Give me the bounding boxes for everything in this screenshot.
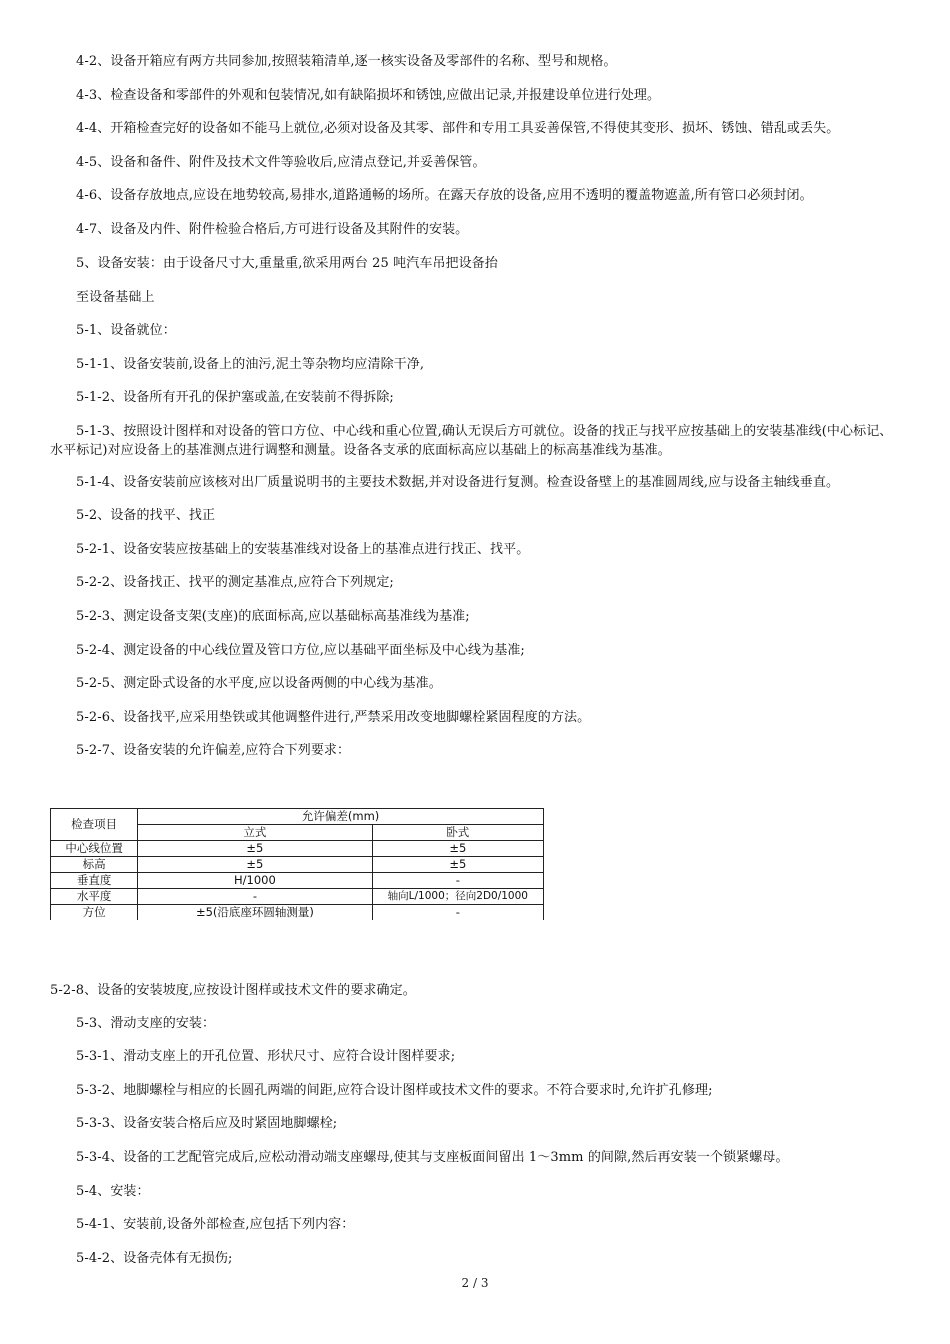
table-header-item: 检查项目 (51, 809, 138, 841)
paragraph-5-2-2: 5-2-2、设备找正、找平的测定基准点,应符合下列规定; (76, 575, 394, 590)
paragraph-4-2: 4-2、设备开箱应有两方共同参加,按照装箱清单,逐一核实设备及零部件的名称、型号和规格。 (76, 54, 617, 69)
paragraph-5-2-1: 5-2-1、设备安装应按基础上的安装基准线对设备上的基准点进行找正、找平。 (76, 542, 530, 557)
tolerance-table (50, 808, 544, 920)
paragraph-5-2-5: 5-2-5、测定卧式设备的水平度,应以设备两侧的中心线为基准。 (76, 676, 442, 691)
table-cell-item: 水平度 (51, 889, 138, 905)
paragraph-5-1: 5-1、设备就位： (76, 323, 176, 338)
table-cell-horizontal: 轴向L/1000；径向2D0/1000 (372, 889, 543, 905)
paragraph-4-5: 4-5、设备和备件、附件及技术文件等验收后,应清点登记,并妥善保管。 (76, 155, 486, 170)
paragraph-4-3: 4-3、检查设备和零部件的外观和包装情况,如有缺陷损坏和锈蚀,应做出记录,并报建设单位进行处理。 (76, 88, 661, 103)
paragraph-5-4: 5-4、安装： (76, 1184, 150, 1199)
paragraph-5-2-3: 5-2-3、测定设备支架(支座)的底面标高,应以基础标高基准线为基准; (76, 609, 470, 624)
table-row (51, 841, 544, 857)
paragraph-4-6: 4-6、设备存放地点,应设在地势较高,易排水,道路通畅的场所。在露天存放的设备,应用不透明的覆盖物遮盖,所有管口必须封闭。 (76, 188, 813, 203)
paragraph-5-1-2: 5-1-2、设备所有开孔的保护塞或盖,在安装前不得拆除; (76, 390, 394, 405)
table-header-horizontal: 卧式 (372, 825, 543, 841)
paragraph-4-7: 4-7、设备及内件、附件检验合格后,方可进行设备及其附件的安装。 (76, 222, 469, 237)
table-cell-item: 标高 (51, 857, 138, 873)
table-cell-vertical: ±5 (138, 857, 372, 873)
table-header-group: 允许偏差(mm) (138, 809, 544, 825)
table-row (51, 889, 544, 905)
table-header-vertical: 立式 (138, 825, 372, 841)
table-row (51, 873, 544, 889)
table-cell-vertical: - (138, 889, 372, 905)
paragraph-5-3-2: 5-3-2、地脚螺栓与相应的长圆孔两端的间距,应符合设计图样或技术文件的要求。不符合要求时,允许扩孔修理; (76, 1083, 713, 1098)
table-cell-vertical: ±5 (138, 841, 372, 857)
table-cell-vertical: ±5(沿底座环圆轴测量) (138, 905, 372, 921)
table-cell-vertical: H/1000 (138, 873, 372, 889)
paragraph-4-4: 4-4、开箱检查完好的设备如不能马上就位,必须对设备及其零、部件和专用工具妥善保管,不得使其变形、损坏、锈蚀、错乱或丢失。 (76, 121, 840, 136)
paragraph-5-4-1: 5-4-1、安装前,设备外部检查,应包括下列内容： (76, 1217, 355, 1232)
table-cell-item: 垂直度 (51, 873, 138, 889)
table-cell-horizontal: - (372, 873, 543, 889)
table-header-row (51, 809, 544, 825)
paragraph-5-2: 5-2、设备的找平、找正 (76, 508, 216, 523)
table-cell-horizontal: ±5 (372, 857, 543, 873)
page-number: 2 / 3 (461, 1276, 489, 1290)
paragraph-5-3: 5-3、滑动支座的安装： (76, 1016, 216, 1031)
paragraph-5-3-3: 5-3-3、设备安装合格后应及时紧固地脚螺栓; (76, 1116, 338, 1131)
paragraph-5-2-4: 5-2-4、测定设备的中心线位置及管口方位,应以基础平面坐标及中心线为基准; (76, 643, 525, 658)
table-cell-item: 方位 (51, 905, 138, 921)
paragraph-5-3-1: 5-3-1、滑动支座上的开孔位置、形状尺寸、应符合设计图样要求; (76, 1049, 456, 1064)
paragraph-5-1-1: 5-1-1、设备安装前,设备上的油污,泥土等杂物均应清除干净, (76, 357, 425, 372)
paragraph-5-2-7: 5-2-7、设备安装的允许偏差,应符合下列要求： (76, 743, 351, 758)
table-row (51, 857, 544, 873)
paragraph-5: 5、设备安装：由于设备尺寸大,重量重,欲采用两台 25 吨汽车吊把设备抬 (76, 256, 498, 271)
paragraph-5-2-8: 5-2-8、设备的安装坡度,应按设计图样或技术文件的要求确定。 (50, 983, 416, 998)
paragraph-5-1-3: 5-1-3、按照设计图样和对设备的管口方位、中心线和重心位置,确认无误后方可就位。设备的找正与找平应按基础上的安装基准线(中心标记、水平标记)对应设备上的基准测点进行调整和测量。设备各支承的底面标高应以基础上的标高基准线为基准。 (50, 424, 893, 458)
paragraph-5-2-6: 5-2-6、设备找平,应采用垫铁或其他调整件进行,严禁采用改变地脚螺栓紧固程度的方法。 (76, 710, 591, 725)
paragraph-5-1-4: 5-1-4、设备安装前应该核对出厂质量说明书的主要技术数据,并对设备进行复测。检查设备壁上的基准圆周线,应与设备主轴线垂直。 (76, 475, 840, 490)
paragraph-5-4-2: 5-4-2、设备壳体有无损伤; (76, 1251, 233, 1266)
table-row (51, 905, 544, 921)
table-cell-item: 中心线位置 (51, 841, 138, 857)
table-cell-horizontal: ±5 (372, 841, 543, 857)
paragraph-5-3-4: 5-3-4、设备的工艺配管完成后,应松动滑动端支座螺母,使其与支座板面间留出 1～3mm 的间隙,然后再安装一个锁紧螺母。 (76, 1150, 789, 1165)
table-cell-horizontal: - (372, 905, 543, 921)
paragraph-5-cont: 至设备基础上 (76, 290, 155, 305)
